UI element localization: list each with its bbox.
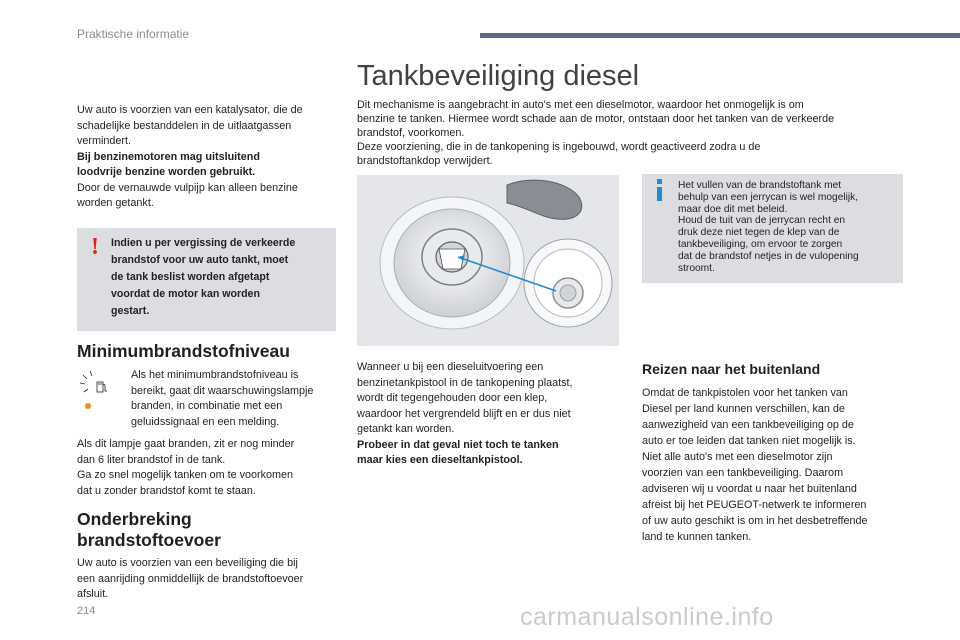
min-level-heading (77, 341, 290, 362)
min-level-line: geluidssignaal en een melding. (131, 415, 280, 428)
min-level-heading-text: Minimumbrandstofniveau (77, 341, 290, 361)
caption-line: waardoor het vergrendeld blijft en er dus niet (357, 407, 571, 420)
diesel-intro (357, 98, 917, 168)
warning-line: brandstof voor uw auto tankt, moet (111, 254, 289, 266)
abroad-line: aanwezigheid van een tankbeveiliging op de (642, 419, 854, 431)
info-icon (656, 179, 662, 201)
warning-line: de tank beslist worden afgetapt (111, 271, 270, 283)
cutoff-heading (77, 509, 221, 551)
info-line: dat de brandstof netjes in de vulopening (678, 250, 859, 262)
diesel-intro-line: Deze voorziening, die in de tankopening is ingebouwd, wordt geactiveerd zodra u de (357, 141, 761, 153)
abroad-line: Niet alle auto's met een dieselmotor zijn (642, 451, 833, 463)
warning-box (77, 228, 336, 331)
warning-line: gestart. (111, 305, 150, 317)
caption-line: wordt dit tegengehouden door een klep, (357, 392, 548, 404)
info-text (678, 180, 898, 274)
min-level-line: branden, in combinatie met een (131, 400, 283, 412)
info-line: maar doe dit met beleid. (678, 203, 788, 215)
abroad-text (642, 385, 912, 545)
cutoff-line: afsluit. (77, 588, 109, 600)
diesel-intro-line: benzine te tanken. Hiermee wordt schade aan de motor, ontstaan door het tanken van de verkeerde (357, 113, 835, 125)
abroad-line: land te kunnen tanken. (642, 531, 752, 543)
intro-line: worden getankt. (77, 197, 154, 209)
abroad-line: Diesel per land kunnen verschillen, kan de (642, 403, 845, 415)
min-level-line: Als dit lampje gaat branden, zit er nog minder (77, 438, 295, 450)
abroad-line: of uw auto geschikt is om in het desbetreffende (642, 515, 868, 527)
caption-line: benzinetankpistool in de tankopening plaatst, (357, 376, 573, 389)
watermark: carmanualsonline.info (520, 603, 774, 631)
intro-line: schadelijke bestanddelen in de uitlaatgassen (77, 119, 292, 132)
warning-line: voordat de motor kan worden (111, 288, 260, 300)
min-level-line: Als het minimumbrandstofniveau is (131, 369, 299, 381)
intro-bold-line: loodvrije benzine worden gebruikt. (77, 166, 256, 178)
min-level-line: dat u zonder brandstof komt te staan. (77, 484, 256, 497)
caption-line: getankt kan worden. (357, 423, 455, 435)
caption-bold-line: maar kies een dieseltankpistool. (357, 454, 523, 466)
intro-block (77, 103, 342, 212)
min-level-line: bereikt, gaat dit waarschuwingslampje (131, 384, 314, 397)
abroad-line: Omdat de tankpistolen voor het tanken van (642, 387, 848, 399)
min-level-icon-text (131, 368, 346, 430)
diesel-intro-line: Dit mechanisme is aangebracht in auto's met een dieselmotor, waardoor het onmogelijk is om (357, 99, 804, 111)
info-box (642, 174, 903, 283)
caption-bold-line: Probeer in dat geval niet toch te tanken (357, 438, 559, 451)
cutoff-heading-line: brandstoftoevoer (77, 530, 221, 550)
page-number: 214 (77, 605, 96, 617)
abroad-heading (642, 361, 820, 377)
intro-line: Uw auto is voorzien van een katalysator, die de (77, 104, 303, 116)
abroad-line: adviseren wij u voordat u naar het buitenland (642, 483, 857, 495)
warning-icon: ! (91, 234, 99, 260)
min-level-line: dan 6 liter brandstof in de tank. (77, 453, 226, 466)
abroad-line: afreist bij het PEUGEOT-netwerk te informeren (642, 499, 867, 511)
info-line: behulp van een jerrycan is wel mogelijk, (678, 191, 859, 203)
info-line: tankbeveiliging, om ervoor te zorgen (678, 238, 843, 250)
intro-line: Door de vernauwde vulpijp kan alleen benzine (77, 181, 298, 194)
abroad-line: auto er toe leiden dat tanken niet mogelijk is. (642, 435, 856, 447)
fuel-filler-illustration (357, 175, 619, 346)
section-title: Praktische informatie (77, 27, 190, 41)
diesel-intro-line: brandstoftankdop verwijdert. (357, 155, 493, 167)
info-line: Houd de tuit van de jerrycan recht en (678, 215, 846, 227)
warning-line: Indien u per vergissing de verkeerde (111, 237, 296, 249)
caption-line: Wanneer u bij een dieseluitvoering een (357, 361, 544, 373)
intro-line: vermindert. (77, 135, 132, 147)
cutoff-line: een aanrijding onmiddellijk de brandstoftoevoer (77, 572, 304, 585)
cutoff-text (77, 556, 342, 603)
intro-bold-line: Bij benzinemotoren mag uitsluitend (77, 150, 260, 163)
cutoff-heading-line: Onderbreking (77, 509, 192, 529)
warning-text (111, 235, 326, 320)
fuel-lamp-icon (80, 370, 112, 412)
cutoff-line: Uw auto is voorzien van een beveiliging die bij (77, 557, 298, 569)
page-title: Tankbeveiliging diesel (357, 60, 640, 92)
illustration-caption (357, 360, 627, 469)
info-line: druk deze niet tegen de klep van de (678, 227, 840, 239)
abroad-line: voorzien van een tankbeveiliging. Daarom (642, 467, 844, 479)
abroad-heading-text: Reizen naar het buitenland (642, 361, 821, 377)
info-line: Het vullen van de brandstoftank met (678, 180, 842, 191)
header-accent-bar (480, 33, 960, 38)
info-line: stroomt. (678, 262, 715, 274)
diesel-intro-line: brandstof, voorkomen. (357, 127, 465, 139)
min-level-line: Ga zo snel mogelijk tanken om te voorkomen (77, 469, 294, 481)
min-level-text (77, 437, 342, 499)
fuel-filler-drawing (357, 175, 619, 346)
